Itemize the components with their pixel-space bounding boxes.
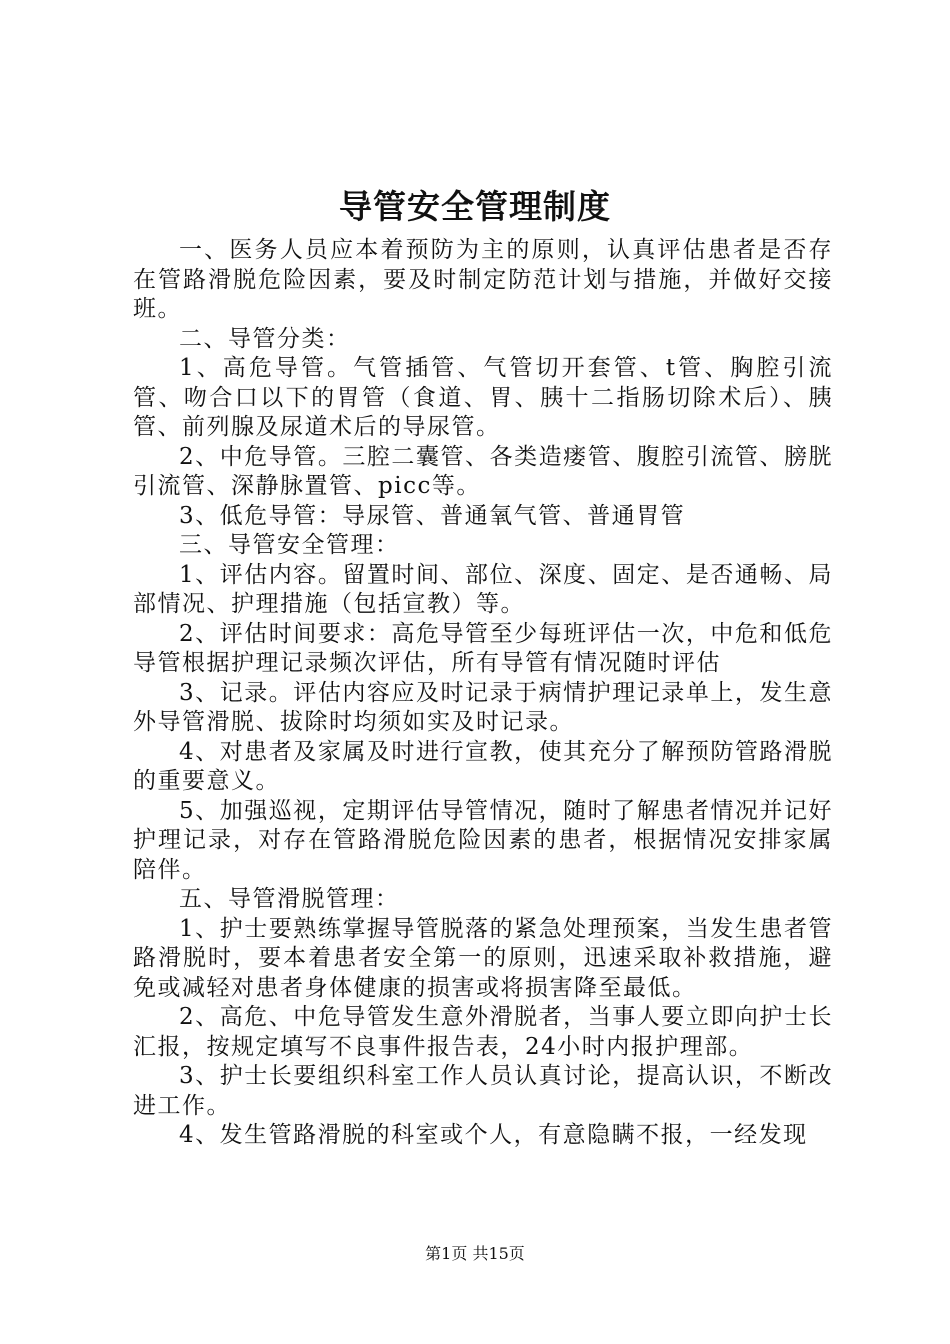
paragraph-15: 3、护士长要组织科室工作人员认真讨论，提高认识，不断改进工作。 — [133, 1063, 833, 1119]
paragraph-10: 4、对患者及家属及时进行宣教，使其充分了解预防管路滑脱的重要意义。 — [133, 738, 833, 794]
page-footer: 第1页 共15页 — [425, 1244, 525, 1263]
paragraph-9: 3、记录。评估内容应及时记录于病情护理记录单上，发生意外导管滑脱、拔除时均须如实及时记录。 — [133, 679, 833, 735]
paragraph-4: 2、中危导管。三腔二囊管、各类造瘘管、腹腔引流管、膀胱引流管、深静脉置管、picc等。 — [133, 443, 833, 499]
paragraph-3: 1、高危导管。气管插管、气管切开套管、t管、胸腔引流管、吻合口以下的胃管（食道、胃、胰十二指肠切除术后）、胰管、前列腺及尿道术后的导尿管。 — [133, 355, 833, 440]
paragraph-1: 一、医务人员应本着预防为主的原则，认真评估患者是否存在管路滑脱危险因素，要及时制定防范计划与措施，并做好交接班。 — [133, 237, 833, 322]
paragraph-2: 二、导管分类： — [179, 325, 351, 352]
paragraph-12: 五、导管滑脱管理： — [179, 886, 400, 912]
paragraph-8: 2、评估时间要求：高危导管至少每班评估一次，中危和低危导管根据护理记录频次评估，所有导管有情况随时评估 — [133, 620, 833, 676]
paragraph-7: 1、评估内容。留置时间、部位、深度、固定、是否通畅、局部情况、护理措施（包括宣教）等。 — [133, 561, 833, 617]
paragraph-5: 3、低危导管：导尿管、普通氧气管、普通胃管 — [179, 502, 686, 529]
page-title: 导管安全管理制度 — [339, 187, 611, 226]
paragraph-11: 5、加强巡视，定期评估导管情况，随时了解患者情况并记好护理记录，对存在管路滑脱危险因素的患者，根据情况安排家属陪伴。 — [133, 797, 833, 883]
document-body — [133, 236, 833, 1151]
paragraph-16: 4、发生管路滑脱的科室或个人，有意隐瞒不报，一经发现 — [179, 1122, 808, 1148]
paragraph-14: 2、高危、中危导管发生意外滑脱者，当事人要立即向护士长汇报，按规定填写不良事件报告表，24小时内报护理部。 — [133, 1004, 833, 1060]
paragraph-13: 1、护士要熟练掌握导管脱落的紧急处理预案，当发生患者管路滑脱时，要本着患者安全第一的原则，迅速采取补救措施，避免或减轻对患者身体健康的损害或将损害降至最低。 — [133, 915, 833, 1001]
paragraph-6: 三、导管安全管理： — [179, 532, 400, 558]
